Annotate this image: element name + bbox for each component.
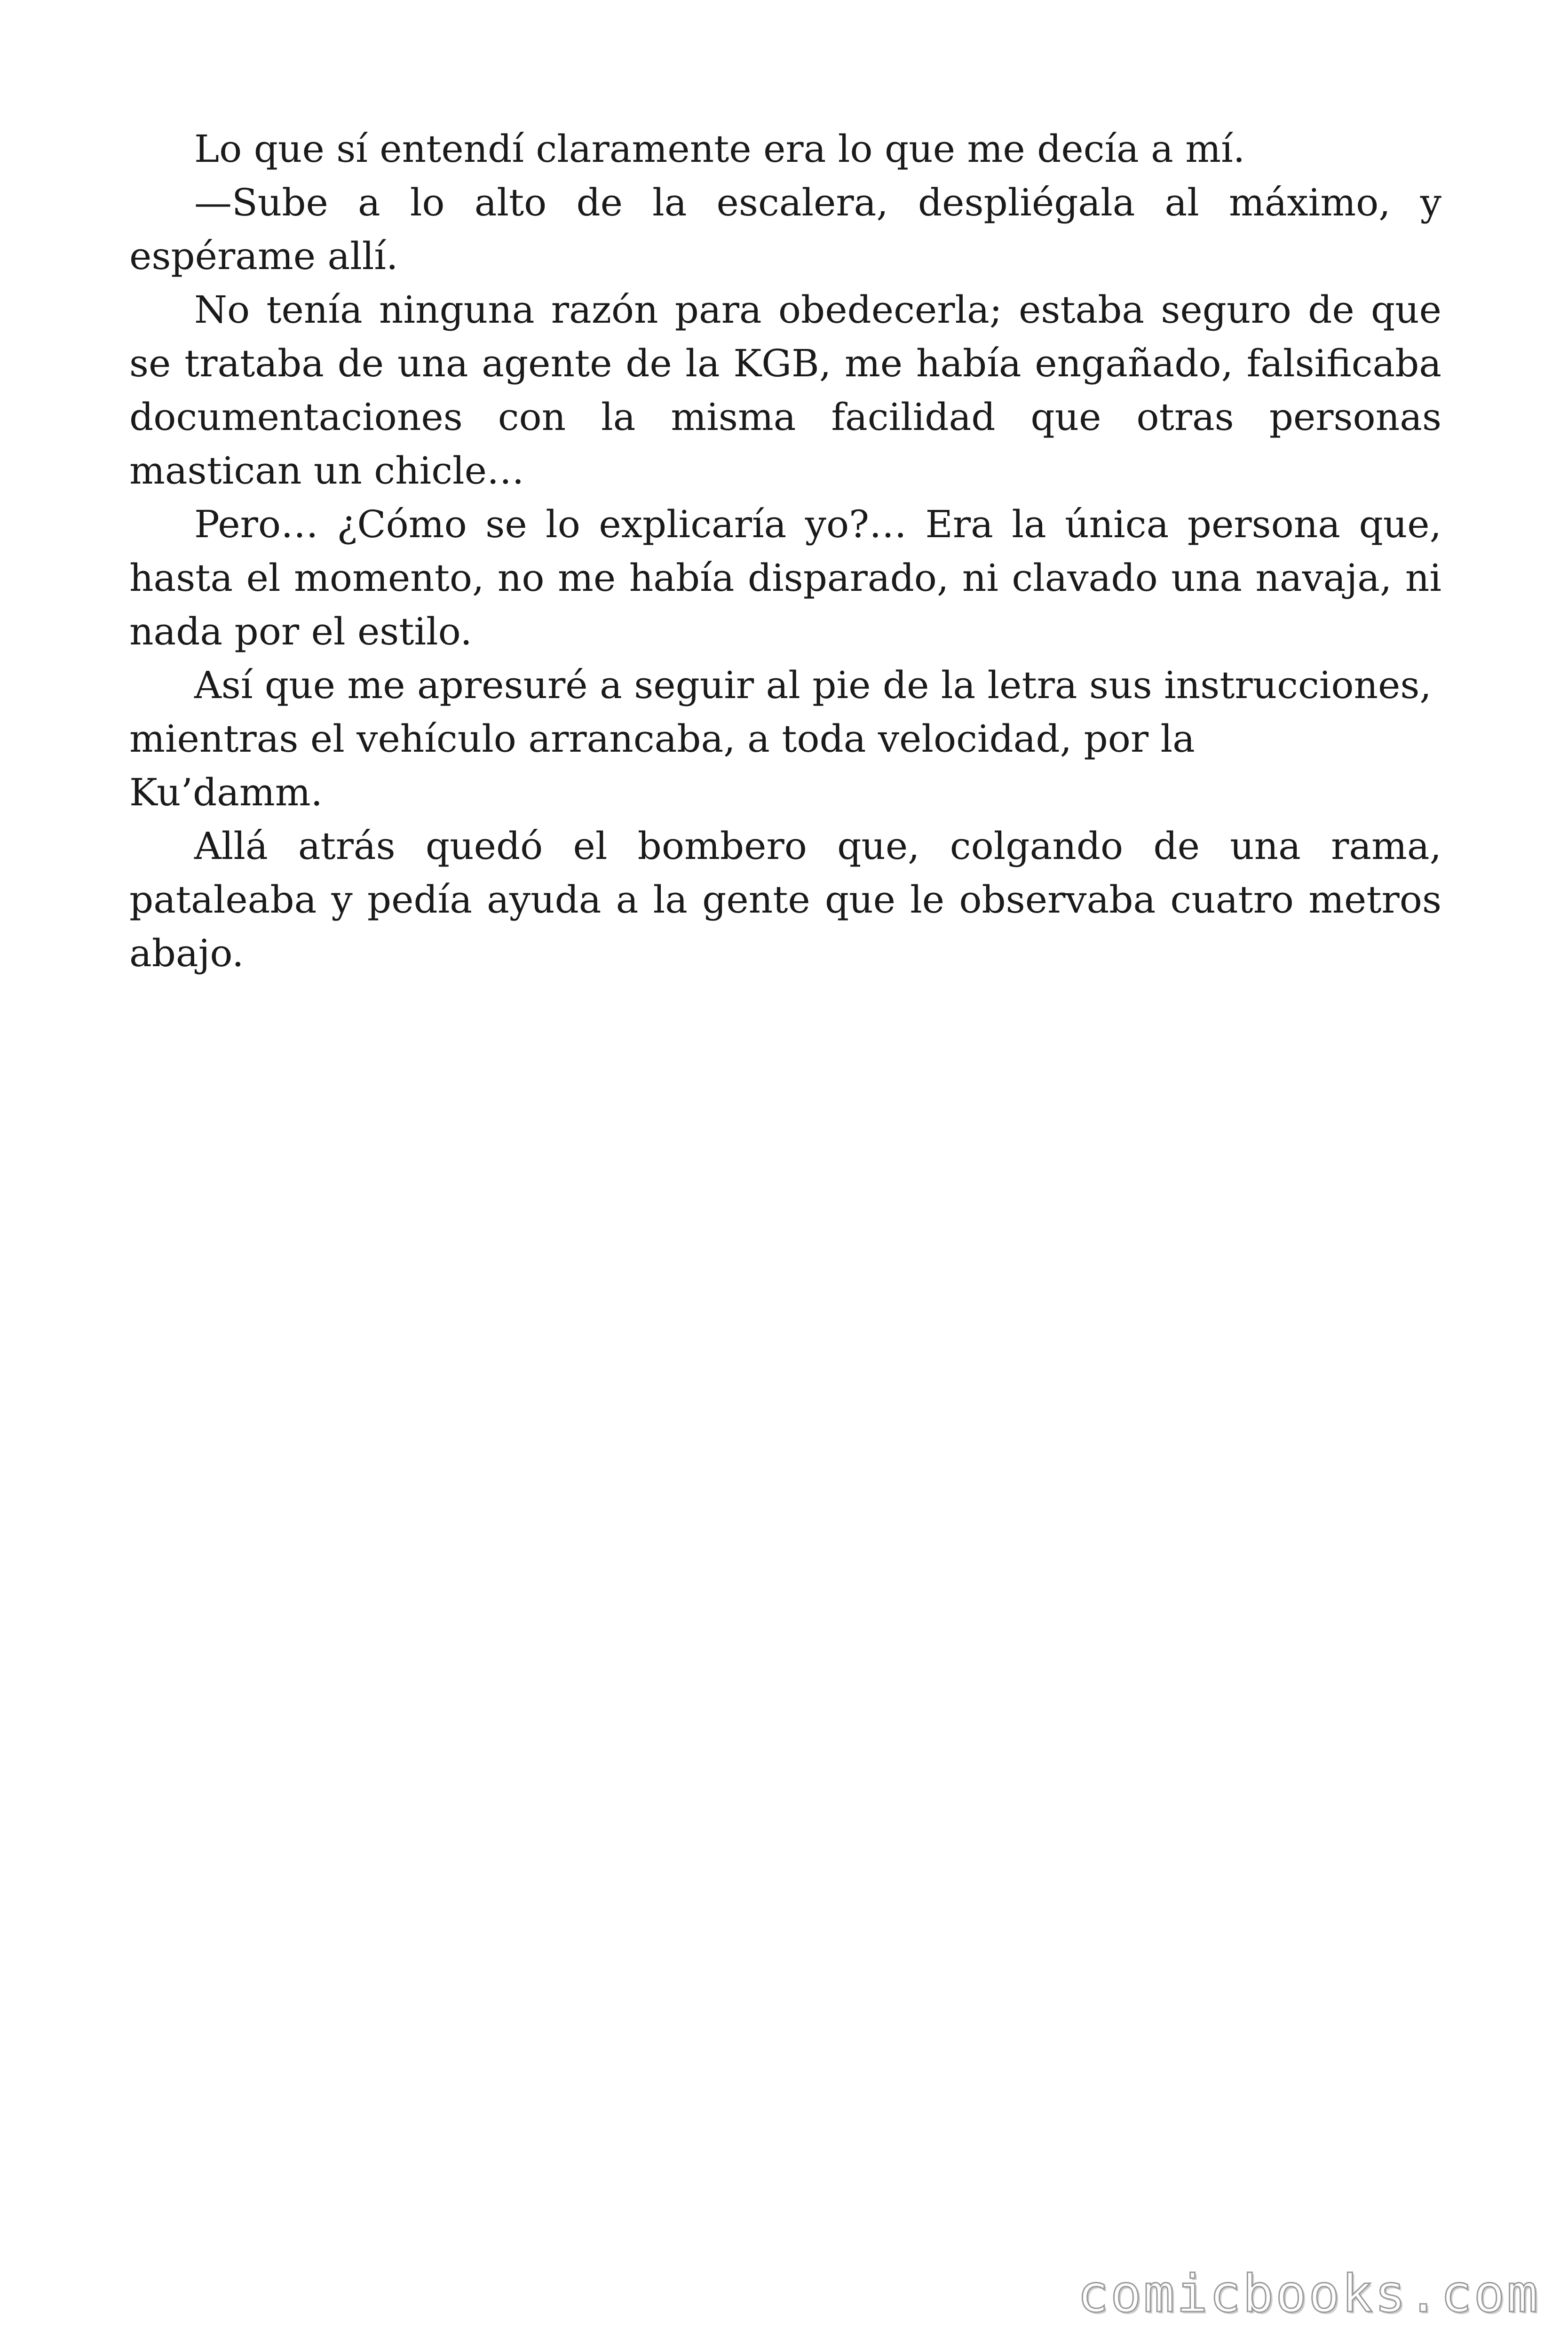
paragraph-1: Lo que sí entendí claramente era lo que me decía a mí. (194, 127, 1245, 171)
paragraph-7: Allá atrás quedó el bombero que, colgando de una rama, pataleaba y pedía ayuda a la gente que le observaba cuatro metros abajo. (129, 824, 1441, 975)
paragraph-5: Así que me apresuré a seguir al pie de la letra sus instrucciones, mientras el vehículo arrancaba, a toda velocidad, por la (129, 663, 1432, 761)
paragraph-6: Ku’damm. (129, 771, 323, 814)
watermark-logo: comicbooks.com (1077, 2264, 1540, 2324)
body-text (129, 122, 1441, 980)
paragraph-4: Pero… ¿Cómo se lo explicaría yo?… Era la única persona que, hasta el momento, no me había disparado, ni clavado una navaja, ni nada por el estilo. (129, 502, 1441, 653)
paragraph-2: —Sube a lo alto de la escalera, despliégala al máximo, y espérame allí. (129, 181, 1441, 278)
paragraph-3: No tenía ninguna razón para obedecerla; estaba seguro de que se trataba de una agente de la KGB, me había engañado, falsificaba documentaciones con la misma facilidad que otras personas mastican un chicle… (129, 288, 1441, 493)
